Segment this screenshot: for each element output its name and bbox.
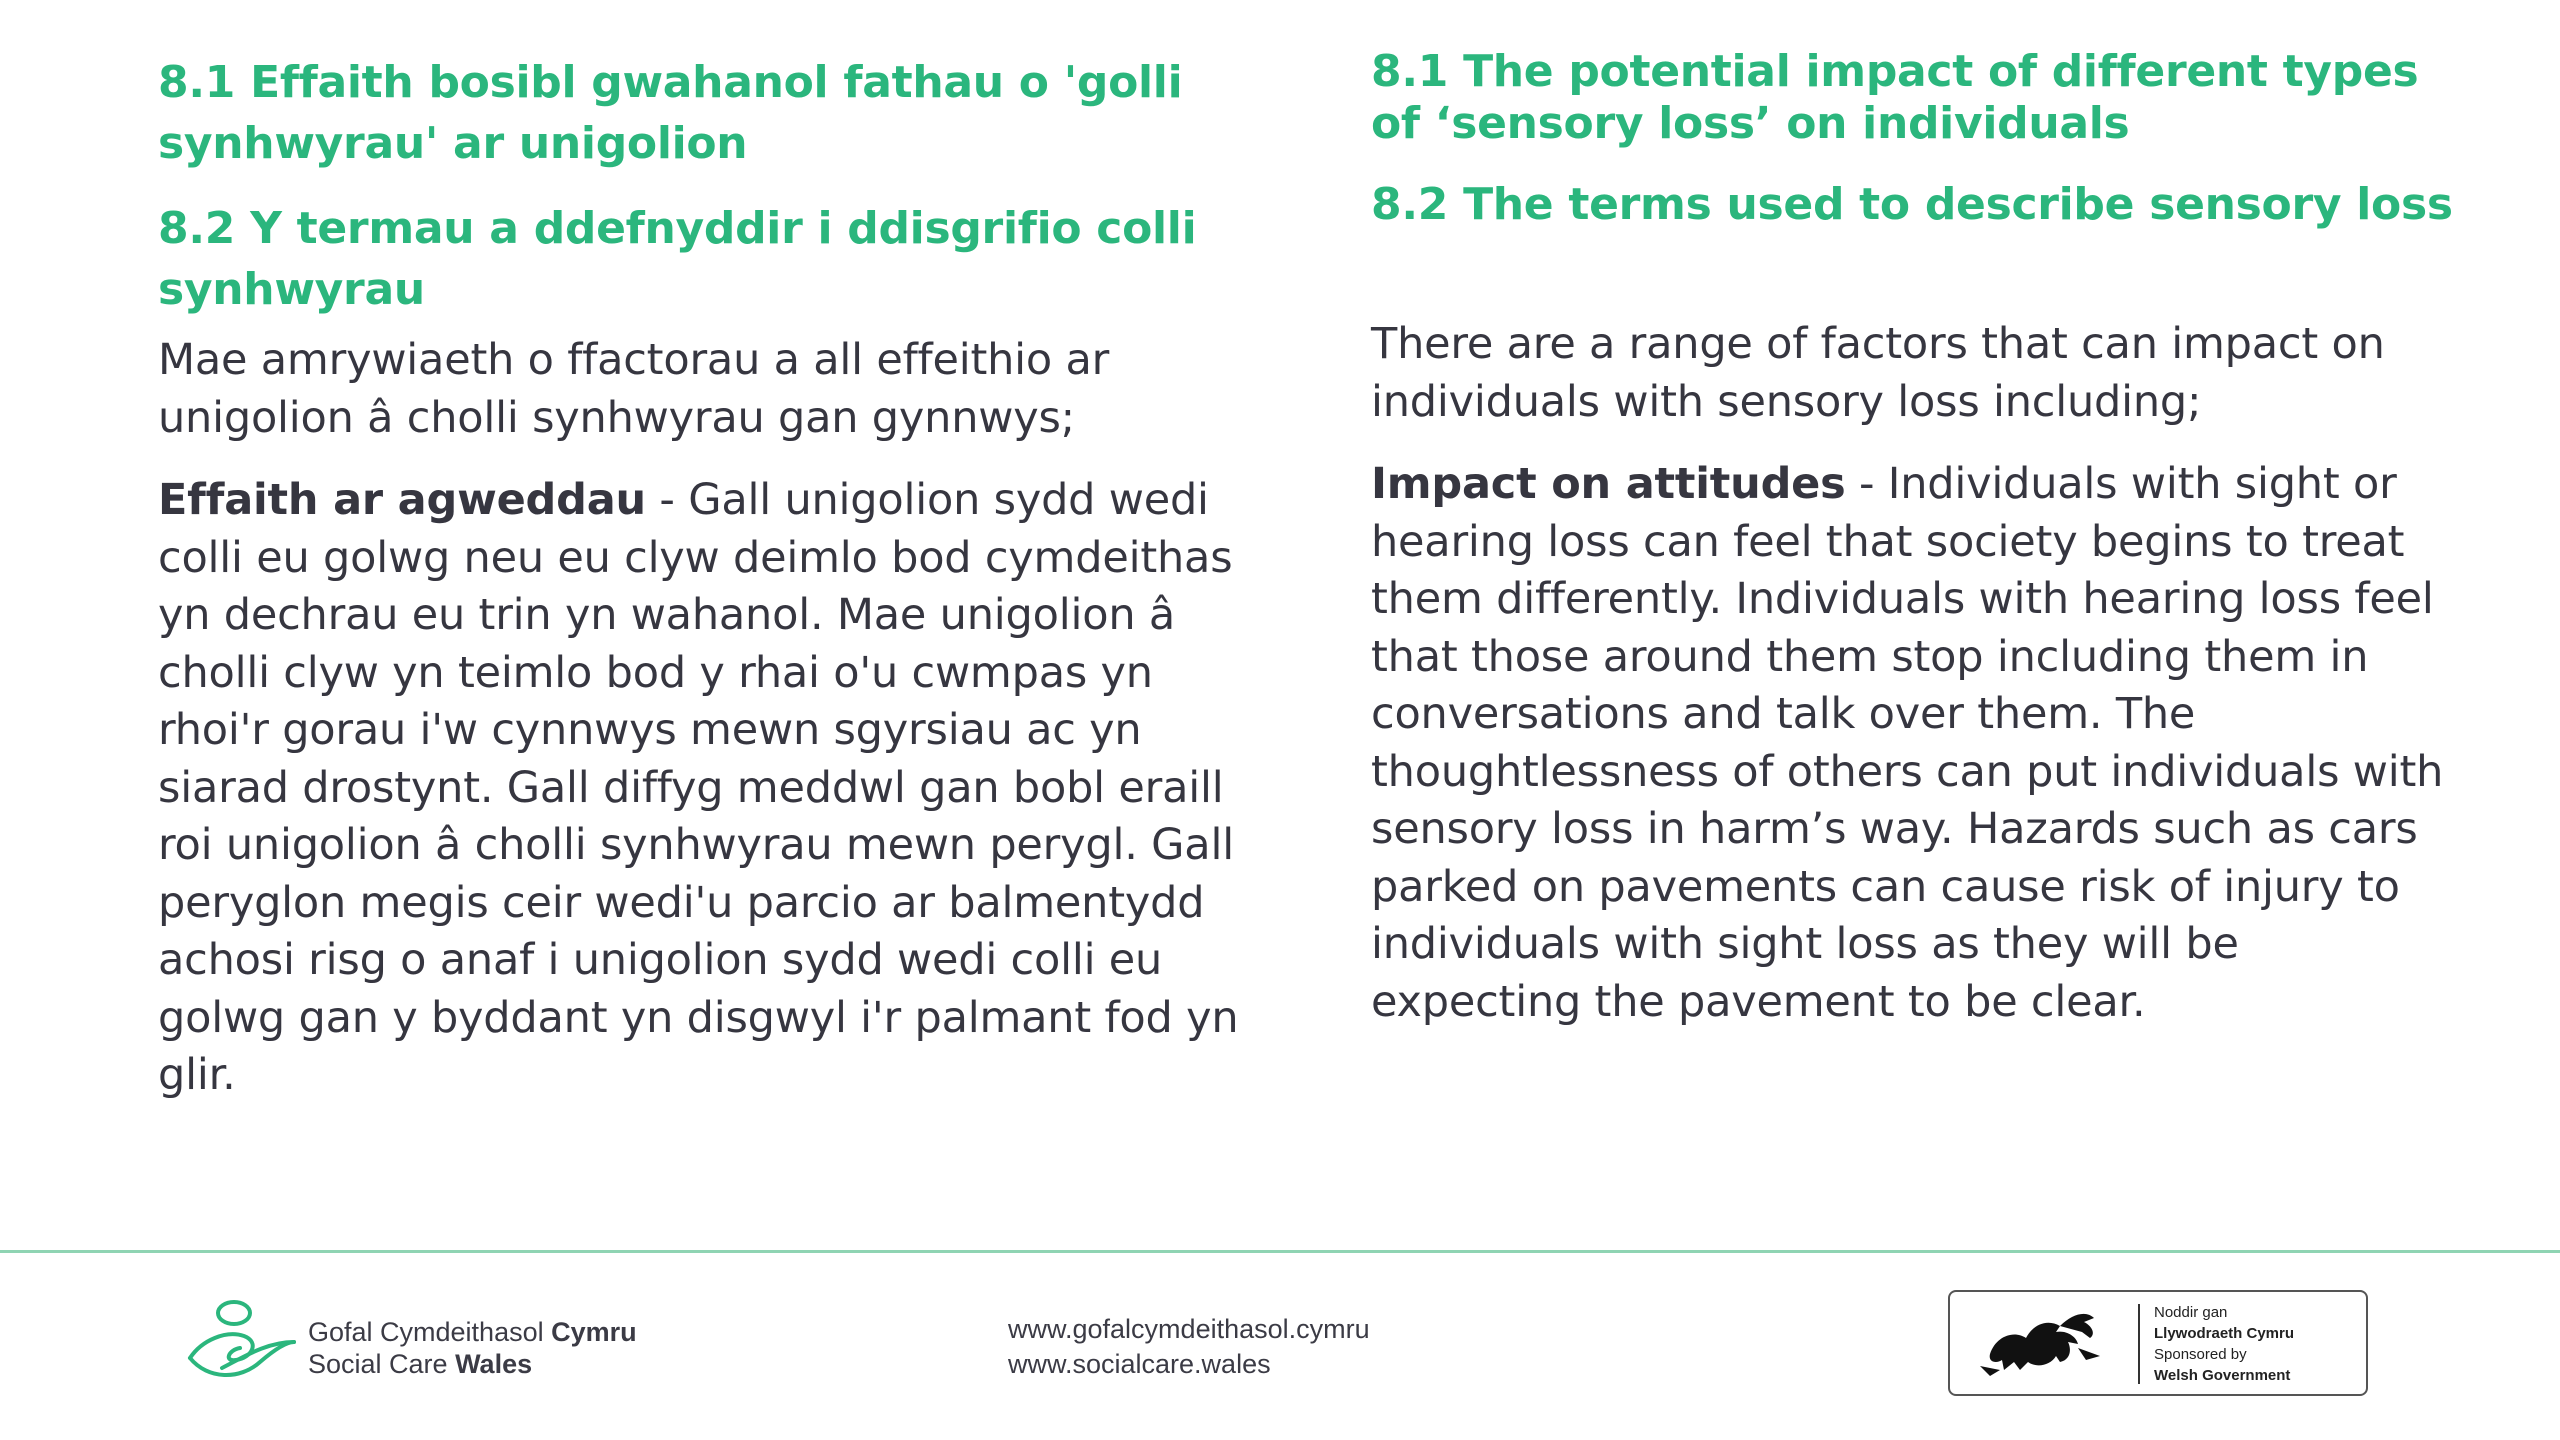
logo-text (308, 1316, 637, 1380)
sponsor-llywodraeth: Llywodraeth Cymru (2154, 1325, 2295, 1342)
welsh-impact-paragraph (158, 472, 1268, 1105)
english-intro: There are a range of factors that can impact on individuals with sensory loss including; (1371, 319, 2385, 427)
social-care-wales-emblem-icon (182, 1296, 302, 1386)
logo-english-bold: Wales (455, 1349, 533, 1379)
logo-welsh-bold: Cymru (551, 1317, 637, 1347)
english-heading-8-1: 8.1 The potential impact of different types of ‘sensory loss’ on individuals (1371, 46, 2419, 149)
sponsor-welsh-government: Welsh Government (2154, 1367, 2291, 1384)
sponsor-text (2154, 1302, 2294, 1386)
sponsor-sponsored-by: Sponsored by (2154, 1346, 2247, 1363)
logo-line-english (308, 1348, 637, 1380)
welsh-impact-body: - Gall unigolion sydd wedi colli eu golwg neu eu clyw deimlo bod cymdeithas yn dechrau eu trin yn wahanol. Mae unigolion â cholli clyw yn teimlo bod y rhai o'u cwmpas yn rhoi'r gorau i'w cynnwys mewn sgyrsiau ac yn siarad drostynt. Gall diffyg meddwl gan bobl eraill roi unigolion â cholli synhwyrau mewn perygl. Gall peryglon megis ceir wedi'u parcio ar balmentydd achosi risg o anaf i unigolion sydd wedi colli eu golwg gan y byddant yn disgwyl i'r palmant fod yn glir. (158, 475, 1239, 1100)
welsh-impact-title: Effaith ar agweddau (158, 475, 646, 525)
welsh-heading-8-2: 8.2 Y termau a ddefnyddir i ddisgrifio colli synhwyrau (158, 203, 1197, 315)
welsh-column (158, 52, 1268, 1105)
logo-line-welsh (308, 1316, 637, 1348)
welsh-dragon-icon (1960, 1296, 2130, 1392)
logo-welsh-regular: Gofal Cymdeithasol (308, 1317, 552, 1347)
welsh-heading-8-1: 8.1 Effaith bosibl gwahanol fathau o 'golli synhwyrau' ar unigolion (158, 57, 1183, 169)
english-impact-paragraph (1371, 456, 2461, 1031)
welsh-intro: Mae amrywiaeth o ffactorau a all effeithio ar unigolion â cholli synhwyrau gan gynnwys; (158, 335, 1110, 443)
english-impact-title: Impact on attitudes (1371, 459, 1846, 509)
footer-websites (1008, 1312, 1370, 1382)
welsh-government-sponsor-badge (1948, 1290, 2368, 1396)
social-care-wales-logo[interactable] (182, 1296, 742, 1396)
logo-english-regular: Social Care (308, 1349, 456, 1379)
sponsor-noddir: Noddir gan (2154, 1304, 2228, 1321)
english-column (1371, 46, 2461, 1031)
english-impact-body: - Individuals with sight or hearing loss can feel that society begins to treat them differently. Individuals with hearing loss feel that those around them stop including them in conversations and talk over them. The thoughtlessness of others can put individuals with sensory loss in harm’s way. Hazards such as cars parked on pavements can cause risk of injury to individuals with sight loss as they will be expecting the pavement to be clear. (1371, 459, 2444, 1027)
footer-divider (0, 1250, 2560, 1253)
website-welsh-link[interactable]: www.gofalcymdeithasol.cymru (1008, 1314, 1370, 1344)
english-heading-8-2: 8.2 The terms used to describe sensory loss (1371, 179, 2453, 230)
website-english-link[interactable]: www.socialcare.wales (1008, 1349, 1271, 1379)
sponsor-divider (2138, 1304, 2140, 1384)
